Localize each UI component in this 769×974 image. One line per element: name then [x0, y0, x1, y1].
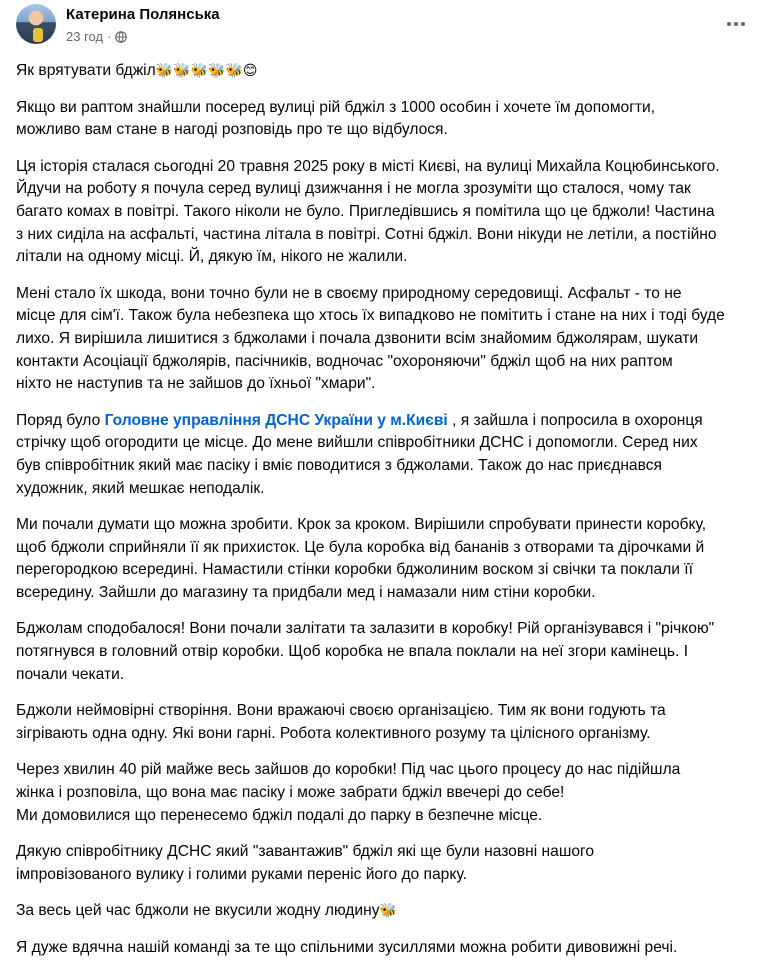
dsns-page-link[interactable]: Головне управління ДСНС України у м.Києві — [104, 411, 448, 429]
post-body — [16, 60, 756, 974]
paragraph-4 — [16, 410, 756, 500]
paragraph-3: Мені стало їх шкода, вони точно були не в своєму природному середовищі. Асфальт - то не місце для сім'ї. Також була небезпека що хтось їх випадково не помітить і стане на них і тоді буде лихо. Я вирішила лишитися з бджолами і почала дзвонити всім знайомим бджолярам, шукати контакти Асоціації бджолярів, пасічників, водночас "охороняючи" бджіл щоб на них раптом ніхто не наступив та не зайшов до їхньої "хмари". — [16, 284, 725, 393]
paragraph-5: Ми почали думати що можна зробити. Крок за кроком. Вирішили спробувати принести коробку, щоб бджоли сприйняли її як прихисток. Це була коробка від бананів з отворами та дірочками й перегородкою всередині. Намастили стінки коробки бджолиним воском зі свічки та поклали її всередину. Зайшли до магазину та придбали мед і намазали ним стіни коробки. — [16, 516, 707, 601]
paragraph-9: Дякую співробітнику ДСНС який "завантажив" бджіл які ще були назовні нашого імпровізованого вулику і голими руками переніс його до парку. — [16, 843, 595, 883]
title-text: Як врятувати бджіл — [16, 62, 156, 79]
post-header — [16, 0, 756, 52]
meta-separator: · — [107, 29, 112, 44]
paragraph-10 — [16, 900, 756, 923]
avatar[interactable] — [16, 4, 56, 44]
paragraph-6: Бджолам сподобалося! Вони почали залітати та залазити в коробку! Рій організувався і "річкою" потягнувся в головний отвір коробки. Щоб коробка не впала поклали на неї згори камінець. І почали чекати. — [16, 620, 715, 683]
globe-icon[interactable] — [115, 31, 127, 43]
paragraph-7: Бджоли неймовірні створіння. Вони вражаючі своєю організацією. Тим як вони годують та зігрівають одна одну. Які вони гарні. Робота колективного розуму та цілісного організму. — [16, 702, 666, 742]
paragraph-4-start: Поряд було — [16, 411, 105, 429]
bee-emoji-icon: 🐝🐝🐝🐝🐝😊 — [155, 62, 258, 78]
paragraph-10-text: За весь цей час бджоли не вкусили жодну людину — [16, 902, 380, 920]
post-title — [16, 60, 756, 83]
post-time[interactable]: 23 год — [66, 29, 104, 44]
paragraph-4-rest: , я зайшла і попросила в охоронця стрічку щоб огородити це місце. До мене вийшли співробітники ДСНС і допомогли. Серед них був співробітник який має пасіку і вміє поводитися з бджолами. Також до нас приєднався художник, який мешкає неподалік. — [16, 411, 703, 497]
paragraph-11: Я дуже вдячна нашій команді за те що спільними зусиллями можна робити дивовижні речі. — [16, 939, 678, 956]
paragraph-2: Ця історія сталася сьогодні 20 травня 2025 року в місті Києві, на вулиці Михайла Коцюбинського. Йдучи на роботу я почула серед вулиці дзижчання і не могла зрозуміти що сталося, чому так багато комах в повітрі. Такого ніколи не було. Пригледівшись я помітила що це бджоли! Частина з них сиділа на асфальті, частина літала в повітрі. Сотні бджіл. Вони нікуди не летіли, а постійно літали на одному місці. Й, дякую їм, нікого не жалили. — [16, 157, 720, 266]
post-meta — [66, 29, 127, 44]
author-name[interactable]: Катерина Полянська — [66, 6, 220, 23]
bee-emoji-icon: 🐝 — [379, 902, 397, 919]
more-options-icon[interactable] — [724, 12, 748, 36]
paragraph-1: Якщо ви раптом знайшли посеред вулиці рій бджіл з 1000 особин і хочете їм допомогти, можливо вам стане в нагоді розповідь про те що відбулося. — [16, 98, 656, 139]
paragraph-8: Через хвилин 40 рій майже весь зайшов до коробки! Під час цього процесу до нас підійшла жінка і розповіла, що вона має пасіку і може забрати бджіл ввечері до себе! Ми домовилися що перенесемо бджіл подалі до парку в безпечне місце. — [16, 761, 681, 824]
